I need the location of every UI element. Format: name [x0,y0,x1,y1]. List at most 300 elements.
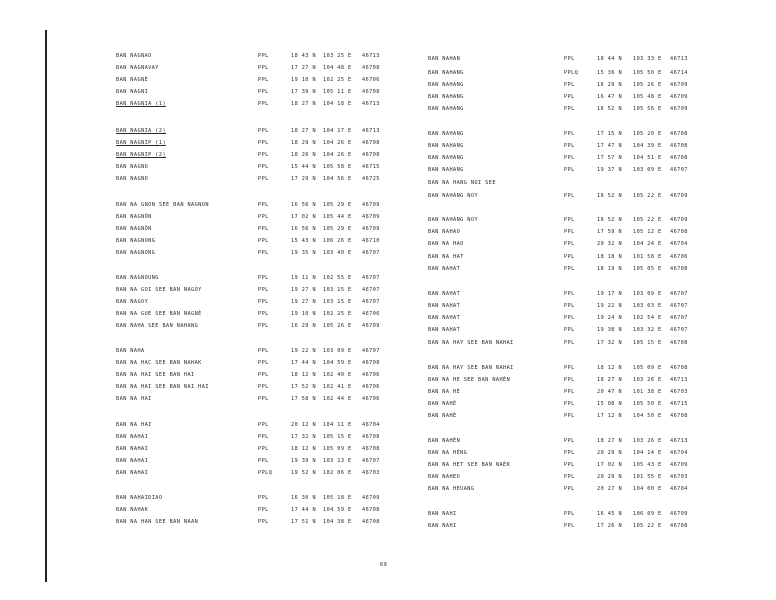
entry-ref: 46713 [362,53,380,59]
entry-ref: 46708 [362,89,380,95]
entry-ref: 46708 [362,65,380,71]
entry-code: PPL [258,128,269,134]
entry-code: PPLQ [564,70,579,76]
entry-lon: 103 09 E [633,291,662,297]
entry-ref: 46707 [670,167,688,173]
gazetteer-entry [116,201,446,210]
gazetteer-entry [116,433,446,442]
entry-name: BAN NAHA [116,348,145,354]
entry-lon: 105 26 E [323,323,352,329]
entry-name: BAN NAGNÈ [116,77,149,83]
entry-name: BAN NA HAI [116,422,152,428]
entry-code: PPL [564,143,575,149]
gazetteer-entry [428,179,758,188]
entry-code: PPL [564,82,575,88]
entry-code: PPL [258,396,269,402]
entry-name: BAN NAGNAO [116,53,152,59]
entry-lon: 103 09 E [323,348,352,354]
entry-lon: 105 29 E [323,226,352,232]
entry-lat: 17 51 N [291,519,317,525]
entry-ref: 46706 [362,77,380,83]
entry-code: PPL [258,176,269,182]
gazetteer-entry [116,359,446,368]
gazetteer-entry [116,322,446,331]
gazetteer-entry [428,388,758,397]
entry-name: BAN NA HAI SEE BAN HAI [116,372,195,378]
entry-code: PPL [258,348,269,354]
entry-code: PPL [564,511,575,517]
entry-lat: 17 02 N [291,214,317,220]
entry-code: PPL [258,275,269,281]
gazetteer-entry [116,225,446,234]
entry-lat: 19 22 N [291,348,317,354]
entry-lon: 102 40 E [323,372,352,378]
entry-lat: 18 12 N [597,365,623,371]
gazetteer-entry [428,69,758,78]
gazetteer-entry [428,449,758,458]
entry-ref: 46708 [670,266,688,272]
entry-code: PPL [564,291,575,297]
gazetteer-entry [116,139,446,148]
entry-name: BAN NAHEU [428,474,461,480]
entry-lat: 18 27 N [597,438,623,444]
entry-lon: 105 56 E [633,106,662,112]
entry-name: BAN NAHAI [116,470,149,476]
gazetteer-entry [428,130,758,139]
entry-code: PPL [564,193,575,199]
entry-ref: 46707 [670,303,688,309]
entry-lon: 105 43 E [633,462,662,468]
entry-lat: 20 29 N [597,450,623,456]
entry-lat: 18 12 N [291,446,317,452]
entry-lat: 17 29 N [291,176,317,182]
entry-ref: 46715 [670,401,688,407]
gazetteer-entry [428,302,758,311]
entry-name: BAN NAHA SEE BAN NAHANG [116,323,199,329]
entry-name: BAN NAHAI [116,458,149,464]
entry-name: BAN NA HAC SEE BAN NAHAK [116,360,202,366]
entry-ref: 46704 [670,241,688,247]
entry-code: PPLQ [258,470,273,476]
entry-code: PPL [258,446,269,452]
entry-ref: 46713 [670,56,688,62]
entry-name: BAN NA HAT [428,254,464,260]
entry-name: BAN NA HEUANG [428,486,475,492]
entry-lon: 102 44 E [323,396,352,402]
entry-lon: 105 58 E [323,164,352,170]
entry-name: BAN NAGNONG [116,250,156,256]
entry-lon: 102 06 E [323,470,352,476]
entry-name: BAN NAHI [428,523,457,529]
gazetteer-entry [116,371,446,380]
entry-lon: 105 15 E [633,340,662,346]
entry-ref: 46709 [670,511,688,517]
entry-name: BAN NAHAT [428,291,461,297]
entry-lat: 17 27 N [291,65,317,71]
entry-lat: 19 38 N [597,327,623,333]
entry-name: BAN NAHANG [428,155,464,161]
gazetteer-entry [428,522,758,531]
entry-name: BAN NAHAT [428,327,461,333]
entry-lat: 16 56 N [291,202,317,208]
entry-lon: 105 11 E [323,89,352,95]
entry-ref: 46703 [670,389,688,395]
entry-ref: 46707 [362,348,380,354]
entry-name: BAN NA GNON SEE BAN NAGNON [116,202,209,208]
gazetteer-entry [116,127,446,136]
entry-lat: 18 12 N [291,372,317,378]
entry-lat: 15 43 N [291,238,317,244]
entry-lat: 16 30 N [291,495,317,501]
entry-code: PPL [564,229,575,235]
entry-ref: 46709 [670,94,688,100]
gazetteer-entry [116,64,446,73]
entry-ref: 46709 [670,106,688,112]
gazetteer-entry [428,326,758,335]
entry-lat: 16 29 N [597,82,623,88]
entry-lat: 17 52 N [291,384,317,390]
entry-lon: 105 18 E [323,495,352,501]
gazetteer-entry [428,81,758,90]
entry-lon: 105 29 E [323,202,352,208]
entry-code: PPL [564,523,575,529]
entry-lat: 20 27 N [597,486,623,492]
entry-code: PPL [564,340,575,346]
entry-lat: 19 39 N [291,458,317,464]
entry-ref: 46708 [670,155,688,161]
entry-name: BAN NAHAN [428,56,461,62]
entry-code: PPL [258,77,269,83]
entry-name: BAN NAHÈ [428,413,457,419]
entry-ref: 46709 [362,226,380,232]
gazetteer-entry [428,339,758,348]
entry-lon: 105 50 E [633,70,662,76]
entry-lon: 103 26 E [633,377,662,383]
entry-code: PPL [564,131,575,137]
entry-name: BAN NAHÈN [428,438,461,444]
entry-lat: 17 32 N [291,434,317,440]
entry-ref: 46713 [670,377,688,383]
entry-lat: 19 35 N [291,250,317,256]
gazetteer-entry [116,347,446,356]
entry-lon: 103 33 E [633,56,662,62]
entry-name: BAN NAHAK [116,507,149,513]
entry-code: PPL [258,238,269,244]
gazetteer-entry [116,310,446,319]
entry-lon: 105 12 E [633,229,662,235]
entry-ref: 46713 [362,128,380,134]
entry-code: PPL [564,217,575,223]
entry-lat: 19 27 N [291,287,317,293]
entry-ref: 46708 [670,131,688,137]
entry-lat: 19 27 N [291,299,317,305]
gazetteer-entry [428,253,758,262]
entry-lat: 19 22 N [597,303,623,309]
entry-name: BAN NA HAN SEE BAN NAAN [116,519,199,525]
entry-lon: 105 22 E [633,217,662,223]
gazetteer-entry [116,469,446,478]
entry-ref: 46725 [362,176,380,182]
entry-code: PPL [564,106,575,112]
entry-lon: 105 48 E [633,94,662,100]
entry-lon: 102 55 E [323,275,352,281]
gazetteer-entry [116,518,446,527]
gazetteer-entry [428,166,758,175]
entry-lat: 16 29 N [291,323,317,329]
entry-code: PPL [564,56,575,62]
gazetteer-entry [116,457,446,466]
entry-name: BAN NAHANG NOY [428,217,479,223]
entry-ref: 46708 [362,360,380,366]
entry-lon: 104 14 E [633,450,662,456]
entry-code: PPL [258,495,269,501]
entry-lon: 102 25 E [323,77,352,83]
gazetteer-entry [428,290,758,299]
entry-ref: 46709 [362,323,380,329]
entry-code: PPL [258,140,269,146]
entry-lon: 104 48 E [323,65,352,71]
entry-lat: 17 57 N [597,155,623,161]
entry-name: BAN NA GOI SEE BAN NAGOY [116,287,202,293]
entry-ref: 46707 [362,458,380,464]
entry-code: PPL [564,315,575,321]
entry-lon: 104 00 E [633,486,662,492]
entry-lon: 104 59 E [323,507,352,513]
entry-lon: 104 59 E [323,360,352,366]
entry-name: BAN NAGNI [116,89,149,95]
entry-name: BAN NAGNAVAY [116,65,159,71]
entry-ref: 46709 [670,82,688,88]
gazetteer-entry [116,298,446,307]
entry-name: BAN NA HÉ [428,389,461,395]
entry-lon: 104 38 E [323,519,352,525]
entry-lat: 19 37 N [597,167,623,173]
entry-code: PPL [564,155,575,161]
entry-name: BAN NA HAY SEE BAN NAHAI [428,365,514,371]
entry-ref: 46709 [362,202,380,208]
entry-code: PPL [564,327,575,333]
entry-name: BAN NAGNO [116,164,149,170]
entry-lat: 15 08 N [597,401,623,407]
entry-ref: 46709 [670,193,688,199]
entry-ref: 46707 [670,327,688,333]
entry-name: BAN NAGNO [116,176,149,182]
entry-code: PPL [258,226,269,232]
entry-code: PPL [258,101,269,107]
entry-lat: 19 24 N [597,315,623,321]
entry-code: PPL [564,254,575,260]
entry-name: BAN NAGNOUNG [116,275,159,281]
entry-lon: 103 15 E [323,287,352,293]
entry-lat: 18 19 N [597,266,623,272]
entry-lat: 17 26 N [597,523,623,529]
entry-code: PPL [564,266,575,272]
entry-lon: 104 24 E [633,241,662,247]
entry-lon: 102 25 E [323,311,352,317]
entry-lon: 103 25 E [323,53,352,59]
entry-lon: 103 03 E [633,303,662,309]
entry-ref: 46713 [362,101,380,107]
gazetteer-entry [116,506,446,515]
entry-lon: 103 09 E [633,167,662,173]
entry-ref: 46706 [362,396,380,402]
entry-code: PPL [258,89,269,95]
entry-code: PPL [564,474,575,480]
entry-code: PPL [564,486,575,492]
binding-edge-line [45,30,47,582]
entry-lat: 17 44 N [291,360,317,366]
entry-lat: 17 12 N [597,413,623,419]
entry-lon: 101 55 E [633,474,662,480]
entry-lon: 104 26 E [323,140,352,146]
entry-ref: 46707 [362,287,380,293]
entry-lat: 20 47 N [597,389,623,395]
entry-lon: 105 09 E [323,446,352,452]
entry-ref: 46704 [670,450,688,456]
entry-code: PPL [258,250,269,256]
entry-code: PPL [258,372,269,378]
entry-lat: 17 39 N [291,89,317,95]
entry-name: BAN NA HET SEE BAN NAÈK [428,462,511,468]
entry-name: BAN NAGOY [116,299,149,305]
gazetteer-entry [428,473,758,482]
entry-lon: 105 22 E [633,523,662,529]
gazetteer-entry [428,461,758,470]
entry-code: PPL [258,152,269,158]
entry-ref: 46708 [670,143,688,149]
entry-code: PPL [258,323,269,329]
entry-ref: 46714 [670,70,688,76]
entry-lon: 101 38 E [633,389,662,395]
entry-code: PPL [258,422,269,428]
entry-lon: 102 41 E [323,384,352,390]
entry-ref: 46706 [362,372,380,378]
gazetteer-entry [428,412,758,421]
entry-ref: 46707 [670,315,688,321]
entry-lat: 16 45 N [597,511,623,517]
gazetteer-entry [428,376,758,385]
entry-lat: 19 17 N [597,291,623,297]
entry-name: BAN NA HAO [428,241,464,247]
entry-ref: 46707 [362,250,380,256]
gazetteer-entry [116,213,446,222]
gazetteer-entry [428,437,758,446]
entry-name: BAN NA HANG NOI SEE [428,180,496,186]
entry-ref: 46708 [362,140,380,146]
entry-name: BAN NAHANG [428,94,464,100]
gazetteer-entry [428,55,758,64]
gazetteer-entry [428,400,758,409]
entry-name: BAN NAGNÔN [116,214,152,220]
gazetteer-entry [428,192,758,201]
gazetteer-entry [116,100,446,109]
entry-lat: 16 52 N [597,106,623,112]
entry-name: BAN NAHAT [428,266,461,272]
entry-code: PPL [258,299,269,305]
entry-ref: 46708 [670,365,688,371]
entry-lat: 18 27 N [597,377,623,383]
entry-lat: 17 32 N [597,340,623,346]
entry-code: PPL [564,450,575,456]
gazetteer-entry [428,485,758,494]
entry-code: PPL [564,94,575,100]
entry-ref: 46706 [362,384,380,390]
entry-ref: 46708 [362,519,380,525]
entry-name: BAN NAHANG [428,106,464,112]
entry-lat: 18 44 N [597,56,623,62]
entry-name: BAN NAHANG [428,167,464,173]
entry-lat: 17 44 N [291,507,317,513]
entry-lon: 105 44 E [323,214,352,220]
entry-ref: 46713 [670,438,688,444]
entry-name: BAN NA HAI [116,396,152,402]
entry-name: BAN NA HE SEE BAN NAHÈN [428,377,511,383]
entry-ref: 46703 [670,474,688,480]
entry-name: BAN NAHANG [428,143,464,149]
entry-lon: 104 51 E [633,155,662,161]
entry-lat: 19 10 N [291,311,317,317]
entry-lat: 18 29 N [291,140,317,146]
entry-lat: 16 56 N [291,226,317,232]
entry-lat: 19 52 N [291,470,317,476]
page-number: 69 [380,562,388,568]
entry-ref: 46707 [670,291,688,297]
entry-ref: 46707 [362,275,380,281]
entry-code: PPL [258,164,269,170]
entry-lat: 16 47 N [597,94,623,100]
gazetteer-entry [116,494,446,503]
entry-ref: 46709 [670,217,688,223]
entry-lat: 17 02 N [597,462,623,468]
gazetteer-entry [428,142,758,151]
entry-name: BAN NAHAT [428,303,461,309]
gazetteer-entry [428,93,758,102]
entry-lon: 104 39 E [633,143,662,149]
entry-lon: 103 15 E [323,299,352,305]
entry-lat: 19 10 N [291,77,317,83]
entry-ref: 46708 [670,229,688,235]
gazetteer-entry [428,105,758,114]
gazetteer-entry [116,445,446,454]
entry-name: BAN NA HAI SEE BAN NAI HAI [116,384,209,390]
entry-code: PPL [564,365,575,371]
entry-ref: 46710 [362,238,380,244]
entry-code: PPL [258,214,269,220]
entry-name: BAN NAHÉ [428,401,457,407]
entry-ref: 46704 [362,422,380,428]
entry-lat: 17 58 N [291,396,317,402]
entry-lon: 105 20 E [633,131,662,137]
entry-code: PPL [564,167,575,173]
entry-code: PPL [564,401,575,407]
entry-name: BAN NAHI [428,511,457,517]
gazetteer-entry [116,163,446,172]
entry-ref: 46708 [362,446,380,452]
entry-lat: 18 18 N [597,254,623,260]
entry-lat: 18 26 N [291,152,317,158]
entry-code: PPL [258,53,269,59]
gazetteer-entry [428,154,758,163]
entry-code: PPL [564,303,575,309]
entry-lon: 104 50 E [633,413,662,419]
entry-lat: 15 44 N [291,164,317,170]
gazetteer-entry [428,228,758,237]
entry-lon: 103 26 E [633,438,662,444]
entry-lat: 20 29 N [597,474,623,480]
entry-lat: 18 27 N [291,128,317,134]
entry-name: BAN NAGNONG [116,238,156,244]
entry-name: BAN NA GUE SEE BAN NAGNÈ [116,311,202,317]
